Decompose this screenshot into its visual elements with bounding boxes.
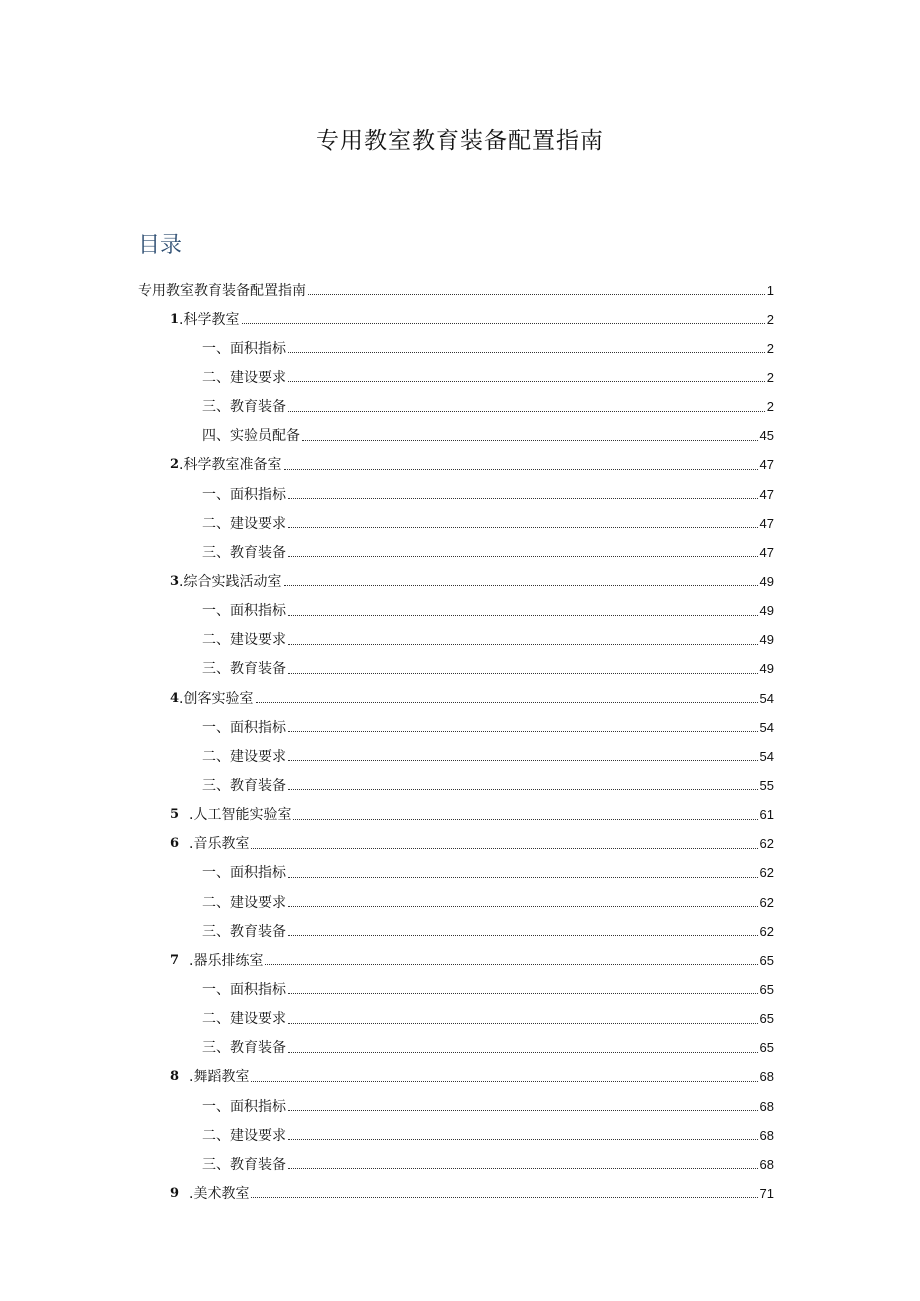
toc-entry[interactable] <box>0 655 920 684</box>
toc-entry-label: 三、教育装备 <box>202 1156 286 1173</box>
toc-entry-title <box>170 573 282 591</box>
toc-entry-label: 二、建设要求 <box>202 1011 286 1028</box>
toc-entry[interactable] <box>0 1063 920 1092</box>
toc-entry-title <box>202 544 286 562</box>
toc-entry-label: 一、面积指标 <box>202 719 286 736</box>
toc-entry-number: 5 <box>170 807 180 823</box>
toc-dot-leader <box>288 1139 758 1140</box>
toc-entry-title <box>202 981 286 999</box>
toc-entry-page: 54 <box>759 690 774 706</box>
toc-entry-title <box>202 1127 286 1145</box>
toc-entry-label: 三、教育装备 <box>202 661 286 678</box>
toc-entry[interactable] <box>0 771 920 800</box>
toc-entry-title <box>202 719 286 737</box>
toc-dot-leader <box>288 556 758 557</box>
toc-entry-title <box>202 777 286 795</box>
toc-entry-label: 一、面积指标 <box>202 340 286 357</box>
toc-entry-title <box>170 952 263 970</box>
toc-entry[interactable] <box>0 422 920 451</box>
toc-entry-title <box>202 631 286 649</box>
toc-dot-leader <box>288 1052 758 1053</box>
toc-entry-label: .创客实验室 <box>179 690 254 707</box>
toc-entry-page: 55 <box>759 777 774 793</box>
document-title: 专用教室教育装备配置指南 <box>316 128 604 154</box>
toc-entry-page: 2 <box>766 340 774 356</box>
toc-entry-label: 二、建设要求 <box>202 1127 286 1144</box>
toc-entry-label: 一、面积指标 <box>202 603 286 620</box>
toc-entry-title <box>170 456 282 474</box>
toc-entry-label: 三、教育装备 <box>202 777 286 794</box>
toc-entry-title <box>170 311 240 329</box>
toc-entry[interactable] <box>0 480 920 509</box>
toc-entry-title <box>202 369 286 387</box>
toc-dot-leader <box>288 498 758 499</box>
toc-entry-page: 49 <box>759 603 774 619</box>
toc-entry-title <box>170 1068 249 1086</box>
toc-entry-page: 61 <box>759 807 774 823</box>
toc-entry-label: 四、实验员配备 <box>202 428 300 445</box>
toc-entry-title <box>170 835 249 853</box>
toc-entry-title <box>170 690 254 708</box>
toc-entry-title <box>202 515 286 533</box>
toc-entry[interactable] <box>0 567 920 596</box>
toc-entry-page: 62 <box>759 865 774 881</box>
toc-entry[interactable] <box>0 1005 920 1034</box>
toc-entry[interactable] <box>0 830 920 859</box>
toc-entry-page: 62 <box>759 836 774 852</box>
toc-entry-title <box>170 806 291 824</box>
toc-entry-label: 二、建设要求 <box>202 632 286 649</box>
toc-entry[interactable] <box>0 1179 920 1208</box>
toc-entry[interactable] <box>0 801 920 830</box>
toc-entry[interactable] <box>0 713 920 742</box>
toc-entry-title <box>202 340 286 358</box>
toc-dot-leader <box>288 877 758 878</box>
toc-entry-label: 一、面积指标 <box>202 486 286 503</box>
toc-dot-leader <box>284 585 758 586</box>
toc-entry[interactable] <box>0 917 920 946</box>
toc-dot-leader <box>242 323 765 324</box>
toc-entry-title <box>138 282 306 300</box>
toc-entry-label: .音乐教室 <box>189 836 250 853</box>
toc-entry-label: 二、建设要求 <box>202 515 286 532</box>
toc-entry-label: 二、建设要求 <box>202 369 286 386</box>
toc-entry[interactable] <box>0 597 920 626</box>
toc-entry-page: 49 <box>759 632 774 648</box>
toc-entry[interactable] <box>0 742 920 771</box>
toc-heading: 目录 <box>138 233 183 258</box>
toc-entry-page: 47 <box>759 515 774 531</box>
toc-entry-number: 2 <box>170 457 180 473</box>
toc-entry-page: 47 <box>759 457 774 473</box>
toc-entry[interactable] <box>0 1092 920 1121</box>
toc-entry-label: .器乐排练室 <box>189 952 264 969</box>
toc-entry-title <box>202 1098 286 1116</box>
toc-dot-leader <box>288 1110 758 1111</box>
toc-entry-title <box>202 602 286 620</box>
toc-entry[interactable] <box>0 888 920 917</box>
toc-entry-title <box>202 427 300 445</box>
toc-entry-page: 71 <box>759 1185 774 1201</box>
toc-dot-leader <box>288 789 758 790</box>
toc-dot-leader <box>251 1081 757 1082</box>
toc-entry-label: .舞蹈教室 <box>189 1069 250 1086</box>
toc-entry[interactable] <box>0 276 920 305</box>
toc-dot-leader <box>293 819 757 820</box>
toc-entry[interactable] <box>0 1034 920 1063</box>
toc-entry-page: 68 <box>759 1156 774 1172</box>
toc-entry-title <box>202 1039 286 1057</box>
toc-entry-number: 4 <box>170 690 180 706</box>
toc-dot-leader <box>288 352 765 353</box>
toc-entry-number: 1 <box>170 311 180 327</box>
toc-entry-label: 三、教育装备 <box>202 1040 286 1057</box>
toc-entry-title <box>202 748 286 766</box>
toc-entry-page: 47 <box>759 486 774 502</box>
toc-entry-label: 专用教室教育装备配置指南 <box>138 282 306 299</box>
toc-dot-leader <box>288 906 758 907</box>
toc-entry[interactable] <box>0 305 920 334</box>
toc-entry[interactable] <box>0 859 920 888</box>
toc-entry[interactable] <box>0 538 920 567</box>
toc-dot-leader <box>288 615 758 616</box>
toc-dot-leader <box>288 760 758 761</box>
toc-entry-title <box>202 923 286 941</box>
toc-dot-leader <box>288 381 765 382</box>
toc-dot-leader <box>288 1023 758 1024</box>
toc-entry-label: 三、教育装备 <box>202 399 286 416</box>
toc-entry-page: 65 <box>759 981 774 997</box>
toc-entry-number: 9 <box>170 1185 180 1201</box>
toc-entry[interactable] <box>0 363 920 392</box>
toc-entry[interactable] <box>0 393 920 422</box>
toc-entry[interactable] <box>0 1121 920 1150</box>
toc-entry[interactable] <box>0 975 920 1004</box>
toc-entry-number: 6 <box>170 836 180 852</box>
toc-entry-label: .美术教室 <box>189 1185 250 1202</box>
toc-entry-label: .综合实践活动室 <box>179 573 282 590</box>
toc-entry-label: 三、教育装备 <box>202 923 286 940</box>
toc-entry-label: .科学教室 <box>179 311 240 328</box>
toc-entry-page: 62 <box>759 894 774 910</box>
toc-entry-number: 8 <box>170 1069 180 1085</box>
toc-entry-page: 49 <box>759 661 774 677</box>
toc-entry-label: 一、面积指标 <box>202 981 286 998</box>
toc-entry[interactable] <box>0 684 920 713</box>
toc-entry-page: 2 <box>766 399 774 415</box>
toc-entry-label: 二、建设要求 <box>202 894 286 911</box>
toc-entry-label: 一、面积指标 <box>202 865 286 882</box>
toc-entry-label: 二、建设要求 <box>202 748 286 765</box>
toc-entry-page: 2 <box>766 311 774 327</box>
toc-entry-label: .科学教室准备室 <box>179 457 282 474</box>
toc-entry-title <box>202 1010 286 1028</box>
toc-dot-leader <box>265 964 757 965</box>
toc-dot-leader <box>288 1168 758 1169</box>
toc-entry-page: 65 <box>759 952 774 968</box>
toc-entry-number: 7 <box>170 952 180 968</box>
toc-dot-leader <box>288 644 758 645</box>
toc-dot-leader <box>288 527 758 528</box>
toc-dot-leader <box>256 702 758 703</box>
toc-entry[interactable] <box>0 626 920 655</box>
toc-dot-leader <box>251 848 757 849</box>
toc-entry-title <box>202 864 286 882</box>
toc-entry-page: 68 <box>759 1127 774 1143</box>
table-of-contents <box>0 276 920 1209</box>
toc-entry-title <box>202 894 286 912</box>
toc-dot-leader <box>288 935 758 936</box>
toc-entry-label: 一、面积指标 <box>202 1098 286 1115</box>
toc-entry-title <box>202 1156 286 1174</box>
toc-entry-label: 三、教育装备 <box>202 544 286 561</box>
toc-dot-leader <box>288 993 758 994</box>
toc-entry[interactable] <box>0 451 920 480</box>
toc-entry-page: 68 <box>759 1098 774 1114</box>
toc-dot-leader <box>284 469 758 470</box>
toc-entry[interactable] <box>0 1150 920 1179</box>
toc-entry-title <box>202 486 286 504</box>
toc-entry-title <box>170 1185 249 1203</box>
toc-dot-leader <box>288 673 758 674</box>
toc-entry-page: 2 <box>766 369 774 385</box>
toc-entry[interactable] <box>0 509 920 538</box>
toc-dot-leader <box>302 440 758 441</box>
toc-dot-leader <box>288 731 758 732</box>
toc-entry[interactable] <box>0 946 920 975</box>
toc-entry-page: 65 <box>759 1011 774 1027</box>
toc-entry-page: 68 <box>759 1069 774 1085</box>
toc-dot-leader <box>308 294 765 295</box>
toc-dot-leader <box>288 411 765 412</box>
toc-entry-title <box>202 660 286 678</box>
toc-entry-label: .人工智能实验室 <box>189 807 292 824</box>
toc-dot-leader <box>251 1197 757 1198</box>
toc-entry-title <box>202 398 286 416</box>
toc-entry-page: 47 <box>759 544 774 560</box>
toc-entry-page: 62 <box>759 923 774 939</box>
toc-entry-page: 45 <box>759 428 774 444</box>
toc-entry-page: 49 <box>759 573 774 589</box>
toc-entry-page: 54 <box>759 748 774 764</box>
toc-entry-number: 3 <box>170 573 180 589</box>
toc-entry-page: 65 <box>759 1040 774 1056</box>
toc-entry[interactable] <box>0 334 920 363</box>
toc-entry-page: 54 <box>759 719 774 735</box>
toc-entry-page: 1 <box>766 282 774 298</box>
